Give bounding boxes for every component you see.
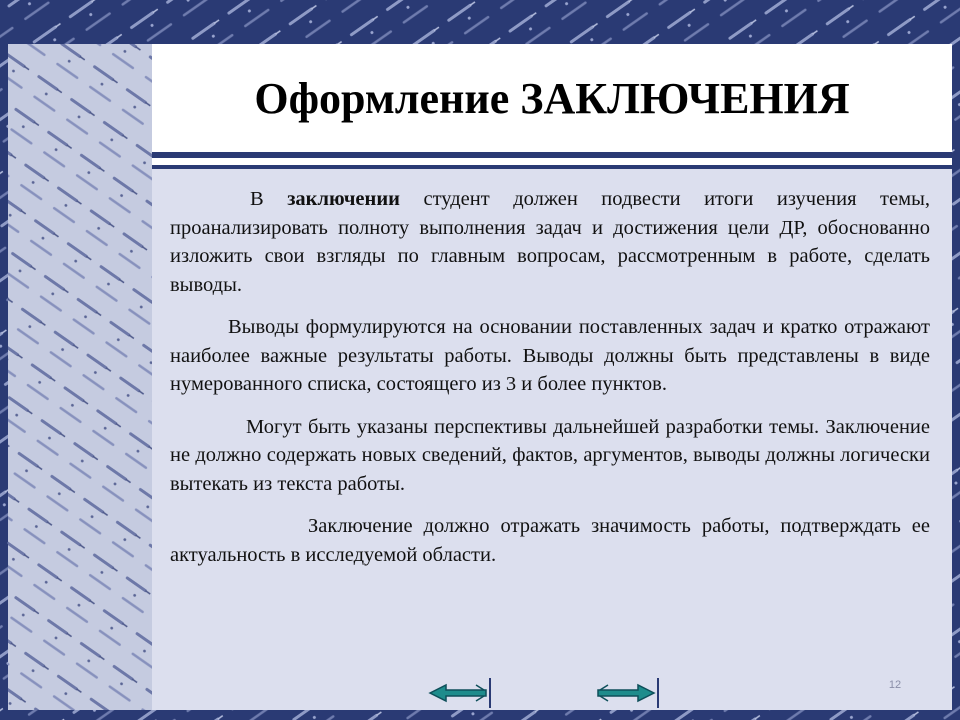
paragraph-summary [170, 185, 930, 299]
paragraph-significance [170, 512, 930, 569]
paragraph-perspectives [170, 413, 930, 499]
slide-number: 12 [888, 679, 902, 691]
paragraph-conclusions-text: Выводы формулируются на основании поставленных задач и кратко отражают наиболее важные результаты работы. Выводы должны быть представлены в виде нумерованного списка, состоящего из 3 и более пунктов. [170, 316, 930, 395]
pen-pattern-strip [8, 44, 152, 710]
paragraph-significance-text: Заключение должно отражать значимость работы, подтверждать ее актуальность в исследуемой области. [170, 515, 930, 566]
paragraph-summary-keyword: заключении [287, 188, 400, 210]
body-text [170, 185, 930, 583]
paragraph-summary-body: студент должен подвести итоги изучения темы, проанализировать полноту выполнения задач и достижения цели ДР, обоснованно изложить свои взгляды по главным вопросам, рассмотренным в работе, сделать выводы. [170, 188, 930, 296]
paragraph-summary-lead: В [250, 188, 288, 210]
paragraph-conclusions [170, 313, 930, 399]
slide-title: Оформление ЗАКЛЮЧЕНИЯ [254, 73, 850, 123]
paragraph-perspectives-text: Могут быть указаны перспективы дальнейшей разработки темы. Заключение не должно содержать новых сведений, фактов, аргументов, выводы должны логически вытекать из текста работы. [170, 415, 930, 495]
arrow-right-icon [590, 676, 662, 710]
next-slide-button[interactable] [590, 676, 662, 710]
previous-slide-button[interactable] [424, 676, 496, 710]
title-band [152, 44, 952, 158]
arrow-left-icon [424, 676, 496, 710]
